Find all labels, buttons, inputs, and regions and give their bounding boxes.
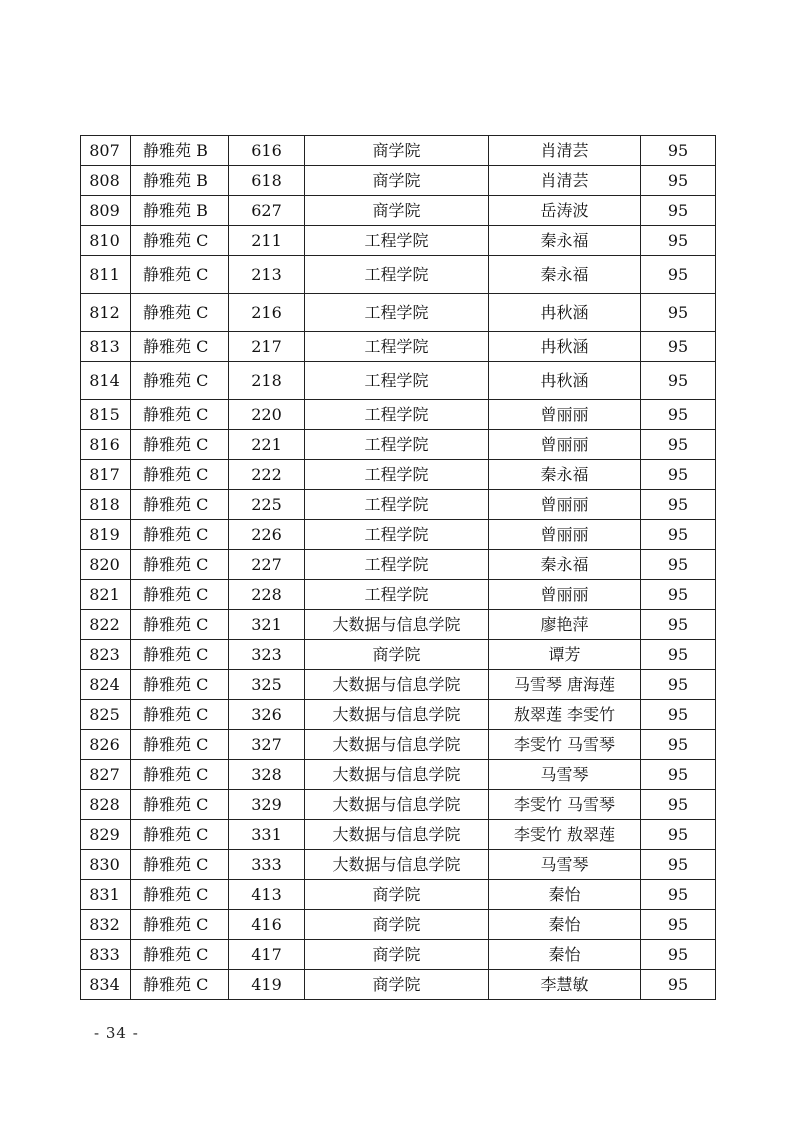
row-number: 815 [81, 400, 131, 430]
building-cell: 静雅苑 C [131, 332, 229, 362]
college-cell: 大数据与信息学院 [305, 760, 489, 790]
teacher-cell: 肖清芸 [489, 166, 641, 196]
room-cell: 328 [229, 760, 305, 790]
room-cell: 416 [229, 910, 305, 940]
table-row [81, 670, 716, 700]
college-cell: 商学院 [305, 136, 489, 166]
room-cell: 226 [229, 520, 305, 550]
table-body [81, 136, 716, 1000]
room-cell: 323 [229, 640, 305, 670]
college-cell: 大数据与信息学院 [305, 790, 489, 820]
row-number: 814 [81, 362, 131, 400]
college-cell: 商学院 [305, 196, 489, 226]
score-cell: 95 [641, 700, 716, 730]
room-cell: 217 [229, 332, 305, 362]
room-cell: 331 [229, 820, 305, 850]
college-cell: 工程学院 [305, 430, 489, 460]
row-number: 821 [81, 580, 131, 610]
building-cell: 静雅苑 C [131, 256, 229, 294]
building-cell: 静雅苑 C [131, 400, 229, 430]
room-cell: 228 [229, 580, 305, 610]
room-cell: 321 [229, 610, 305, 640]
college-cell: 工程学院 [305, 362, 489, 400]
table-row [81, 430, 716, 460]
row-number: 810 [81, 226, 131, 256]
table-row [81, 400, 716, 430]
building-cell: 静雅苑 C [131, 670, 229, 700]
score-cell: 95 [641, 610, 716, 640]
building-cell: 静雅苑 C [131, 294, 229, 332]
teacher-cell: 秦怡 [489, 940, 641, 970]
row-number: 816 [81, 430, 131, 460]
teacher-cell: 曾丽丽 [489, 580, 641, 610]
table-row [81, 820, 716, 850]
building-cell: 静雅苑 C [131, 760, 229, 790]
room-cell: 227 [229, 550, 305, 580]
building-cell: 静雅苑 C [131, 520, 229, 550]
teacher-cell: 秦永福 [489, 460, 641, 490]
row-number: 811 [81, 256, 131, 294]
table-row [81, 332, 716, 362]
score-cell: 95 [641, 640, 716, 670]
score-cell: 95 [641, 820, 716, 850]
table-row [81, 362, 716, 400]
teacher-cell: 李雯竹 马雪琴 [489, 790, 641, 820]
score-cell: 95 [641, 294, 716, 332]
row-number: 827 [81, 760, 131, 790]
teacher-cell: 肖清芸 [489, 136, 641, 166]
college-cell: 工程学院 [305, 226, 489, 256]
score-cell: 95 [641, 850, 716, 880]
teacher-cell: 曾丽丽 [489, 430, 641, 460]
room-cell: 326 [229, 700, 305, 730]
college-cell: 工程学院 [305, 256, 489, 294]
score-cell: 95 [641, 136, 716, 166]
table-row [81, 640, 716, 670]
score-cell: 95 [641, 400, 716, 430]
teacher-cell: 秦永福 [489, 550, 641, 580]
teacher-cell: 李慧敏 [489, 970, 641, 1000]
score-cell: 95 [641, 490, 716, 520]
room-cell: 417 [229, 940, 305, 970]
table-row [81, 226, 716, 256]
score-cell: 95 [641, 166, 716, 196]
building-cell: 静雅苑 C [131, 610, 229, 640]
teacher-cell: 秦怡 [489, 910, 641, 940]
building-cell: 静雅苑 C [131, 430, 229, 460]
table-row [81, 610, 716, 640]
room-cell: 413 [229, 880, 305, 910]
college-cell: 工程学院 [305, 294, 489, 332]
building-cell: 静雅苑 B [131, 166, 229, 196]
building-cell: 静雅苑 C [131, 730, 229, 760]
table-row [81, 850, 716, 880]
table-row [81, 520, 716, 550]
room-cell: 618 [229, 166, 305, 196]
college-cell: 商学院 [305, 940, 489, 970]
building-cell: 静雅苑 C [131, 910, 229, 940]
row-number: 823 [81, 640, 131, 670]
college-cell: 大数据与信息学院 [305, 850, 489, 880]
room-cell: 333 [229, 850, 305, 880]
teacher-cell: 秦怡 [489, 880, 641, 910]
teacher-cell: 敖翠莲 李雯竹 [489, 700, 641, 730]
teacher-cell: 马雪琴 [489, 850, 641, 880]
score-cell: 95 [641, 430, 716, 460]
college-cell: 工程学院 [305, 580, 489, 610]
building-cell: 静雅苑 C [131, 820, 229, 850]
table-row [81, 760, 716, 790]
college-cell: 大数据与信息学院 [305, 670, 489, 700]
room-cell: 221 [229, 430, 305, 460]
building-cell: 静雅苑 C [131, 460, 229, 490]
row-number: 822 [81, 610, 131, 640]
table-row [81, 294, 716, 332]
score-cell: 95 [641, 760, 716, 790]
room-cell: 325 [229, 670, 305, 700]
row-number: 819 [81, 520, 131, 550]
score-cell: 95 [641, 460, 716, 490]
table-row [81, 550, 716, 580]
room-cell: 211 [229, 226, 305, 256]
table-row [81, 970, 716, 1000]
building-cell: 静雅苑 C [131, 226, 229, 256]
table-row [81, 580, 716, 610]
table-row [81, 256, 716, 294]
college-cell: 工程学院 [305, 550, 489, 580]
score-cell: 95 [641, 790, 716, 820]
score-cell: 95 [641, 362, 716, 400]
table-row [81, 196, 716, 226]
teacher-cell: 曾丽丽 [489, 490, 641, 520]
row-number: 831 [81, 880, 131, 910]
score-cell: 95 [641, 580, 716, 610]
table-row [81, 880, 716, 910]
score-cell: 95 [641, 520, 716, 550]
teacher-cell: 冉秋涵 [489, 332, 641, 362]
row-number: 826 [81, 730, 131, 760]
row-number: 828 [81, 790, 131, 820]
row-number: 807 [81, 136, 131, 166]
college-cell: 工程学院 [305, 400, 489, 430]
table-row [81, 700, 716, 730]
building-cell: 静雅苑 C [131, 880, 229, 910]
teacher-cell: 曾丽丽 [489, 400, 641, 430]
teacher-cell: 曾丽丽 [489, 520, 641, 550]
college-cell: 工程学院 [305, 520, 489, 550]
college-cell: 工程学院 [305, 490, 489, 520]
teacher-cell: 冉秋涵 [489, 294, 641, 332]
building-cell: 静雅苑 C [131, 362, 229, 400]
room-cell: 329 [229, 790, 305, 820]
table-row [81, 910, 716, 940]
college-cell: 大数据与信息学院 [305, 820, 489, 850]
row-number: 832 [81, 910, 131, 940]
row-number: 825 [81, 700, 131, 730]
college-cell: 大数据与信息学院 [305, 700, 489, 730]
building-cell: 静雅苑 C [131, 490, 229, 520]
row-number: 818 [81, 490, 131, 520]
room-cell: 218 [229, 362, 305, 400]
college-cell: 商学院 [305, 880, 489, 910]
room-cell: 220 [229, 400, 305, 430]
row-number: 833 [81, 940, 131, 970]
building-cell: 静雅苑 C [131, 970, 229, 1000]
room-cell: 327 [229, 730, 305, 760]
row-number: 829 [81, 820, 131, 850]
teacher-cell: 李雯竹 马雪琴 [489, 730, 641, 760]
table-row [81, 460, 716, 490]
teacher-cell: 马雪琴 唐海莲 [489, 670, 641, 700]
table-row [81, 166, 716, 196]
score-cell: 95 [641, 670, 716, 700]
row-number: 813 [81, 332, 131, 362]
room-cell: 213 [229, 256, 305, 294]
room-cell: 225 [229, 490, 305, 520]
college-cell: 工程学院 [305, 332, 489, 362]
room-cell: 216 [229, 294, 305, 332]
college-cell: 商学院 [305, 166, 489, 196]
building-cell: 静雅苑 C [131, 790, 229, 820]
college-cell: 商学院 [305, 640, 489, 670]
building-cell: 静雅苑 B [131, 196, 229, 226]
building-cell: 静雅苑 C [131, 700, 229, 730]
teacher-cell: 岳涛波 [489, 196, 641, 226]
score-cell: 95 [641, 910, 716, 940]
row-number: 812 [81, 294, 131, 332]
college-cell: 工程学院 [305, 460, 489, 490]
teacher-cell: 马雪琴 [489, 760, 641, 790]
row-number: 809 [81, 196, 131, 226]
row-number: 834 [81, 970, 131, 1000]
table-row [81, 136, 716, 166]
score-cell: 95 [641, 880, 716, 910]
college-cell: 大数据与信息学院 [305, 730, 489, 760]
score-cell: 95 [641, 256, 716, 294]
score-cell: 95 [641, 332, 716, 362]
row-number: 820 [81, 550, 131, 580]
building-cell: 静雅苑 B [131, 136, 229, 166]
score-cell: 95 [641, 940, 716, 970]
room-cell: 419 [229, 970, 305, 1000]
college-cell: 大数据与信息学院 [305, 610, 489, 640]
teacher-cell: 冉秋涵 [489, 362, 641, 400]
teacher-cell: 李雯竹 敖翠莲 [489, 820, 641, 850]
score-cell: 95 [641, 550, 716, 580]
building-cell: 静雅苑 C [131, 850, 229, 880]
dormitory-score-table [80, 135, 716, 1000]
score-cell: 95 [641, 730, 716, 760]
room-cell: 627 [229, 196, 305, 226]
building-cell: 静雅苑 C [131, 640, 229, 670]
score-cell: 95 [641, 226, 716, 256]
building-cell: 静雅苑 C [131, 940, 229, 970]
row-number: 808 [81, 166, 131, 196]
row-number: 830 [81, 850, 131, 880]
teacher-cell: 谭芳 [489, 640, 641, 670]
teacher-cell: 廖艳萍 [489, 610, 641, 640]
college-cell: 商学院 [305, 910, 489, 940]
room-cell: 222 [229, 460, 305, 490]
row-number: 817 [81, 460, 131, 490]
college-cell: 商学院 [305, 970, 489, 1000]
teacher-cell: 秦永福 [489, 256, 641, 294]
table-row [81, 730, 716, 760]
table-row [81, 790, 716, 820]
page-number: - 34 - [94, 1024, 139, 1042]
building-cell: 静雅苑 C [131, 580, 229, 610]
score-cell: 95 [641, 196, 716, 226]
row-number: 824 [81, 670, 131, 700]
table-row [81, 940, 716, 970]
score-cell: 95 [641, 970, 716, 1000]
table-row [81, 490, 716, 520]
room-cell: 616 [229, 136, 305, 166]
building-cell: 静雅苑 C [131, 550, 229, 580]
teacher-cell: 秦永福 [489, 226, 641, 256]
